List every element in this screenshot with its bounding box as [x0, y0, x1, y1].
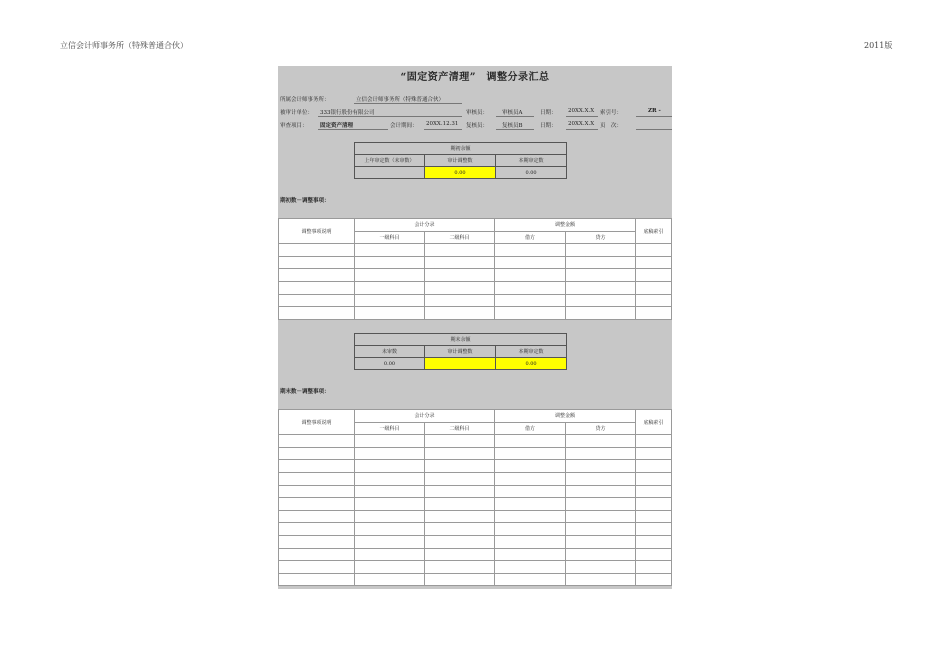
- closing-title: 期末余额: [355, 334, 567, 346]
- table-row: [279, 269, 672, 282]
- table-cell[interactable]: [279, 523, 355, 536]
- table-cell[interactable]: [279, 269, 355, 282]
- table-cell[interactable]: [566, 307, 636, 320]
- firm-label: 所属会计师事务所：: [280, 97, 330, 103]
- date1-label: 日期：: [540, 110, 557, 116]
- table-cell[interactable]: [495, 472, 566, 485]
- closing-adjust-table: [278, 409, 672, 586]
- reviewer-value: 复核员B: [502, 123, 523, 129]
- table-cell[interactable]: [636, 523, 672, 536]
- date2-value: 20XX.X.X: [568, 121, 595, 127]
- sheet-title: “固定资产清理” 调整分录汇总: [400, 72, 550, 83]
- table-cell[interactable]: [495, 269, 566, 282]
- table-cell[interactable]: [355, 447, 425, 460]
- closing-balance-table: [354, 333, 567, 370]
- col-index: 底稿索引: [636, 219, 672, 244]
- table-cell[interactable]: [425, 573, 495, 586]
- table-row: [279, 294, 672, 307]
- table-cell[interactable]: [355, 523, 425, 536]
- table-cell[interactable]: [566, 244, 636, 257]
- table-cell[interactable]: [495, 523, 566, 536]
- table-cell[interactable]: [279, 535, 355, 548]
- table-cell[interactable]: [566, 447, 636, 460]
- opening-value-adjust: 0.00: [425, 167, 496, 179]
- table-cell[interactable]: [425, 435, 495, 448]
- table-cell[interactable]: [425, 535, 495, 548]
- table-cell[interactable]: [495, 435, 566, 448]
- table-row: [279, 523, 672, 536]
- table-cell[interactable]: [636, 573, 672, 586]
- table-cell[interactable]: [636, 256, 672, 269]
- table-cell[interactable]: [355, 244, 425, 257]
- table-cell[interactable]: [279, 294, 355, 307]
- table-cell[interactable]: [566, 498, 636, 511]
- table-cell[interactable]: [279, 307, 355, 320]
- table-cell[interactable]: [495, 535, 566, 548]
- table-row: [279, 307, 672, 320]
- table-cell[interactable]: [279, 460, 355, 473]
- opening-value-prior: [355, 167, 425, 179]
- period-underline: [424, 129, 462, 130]
- table-cell[interactable]: [495, 561, 566, 574]
- table-cell[interactable]: [425, 472, 495, 485]
- index-value: ZR -: [648, 108, 661, 114]
- table-cell[interactable]: [636, 510, 672, 523]
- table-row: [279, 510, 672, 523]
- date1-value: 20XX.X.X: [568, 108, 595, 114]
- table-cell[interactable]: [636, 460, 672, 473]
- table-cell[interactable]: [636, 548, 672, 561]
- table-cell[interactable]: [279, 561, 355, 574]
- table-cell[interactable]: [425, 548, 495, 561]
- table-cell[interactable]: [279, 447, 355, 460]
- table-cell[interactable]: [355, 498, 425, 511]
- table-cell[interactable]: [425, 460, 495, 473]
- table-cell[interactable]: [279, 510, 355, 523]
- period-label: 会计期间：: [390, 123, 418, 129]
- table-cell[interactable]: [636, 294, 672, 307]
- table-cell[interactable]: [425, 561, 495, 574]
- table-cell[interactable]: [425, 256, 495, 269]
- col-desc: 调整事项说明: [279, 410, 355, 435]
- table-cell[interactable]: [425, 281, 495, 294]
- table-cell[interactable]: [495, 256, 566, 269]
- table-cell[interactable]: [566, 472, 636, 485]
- opening-header-prior: 上年审定数（未审数）: [355, 155, 425, 167]
- closing-value-unaudited: 0.00: [355, 358, 425, 370]
- table-cell[interactable]: [355, 460, 425, 473]
- table-cell[interactable]: [355, 269, 425, 282]
- table-cell[interactable]: [355, 307, 425, 320]
- opening-header-adjust: 审计调整数: [425, 155, 496, 167]
- table-cell[interactable]: [279, 573, 355, 586]
- table-cell[interactable]: [566, 294, 636, 307]
- col-group-amount: 调整金额: [495, 410, 636, 423]
- table-cell[interactable]: [495, 447, 566, 460]
- col-index: 底稿索引: [636, 410, 672, 435]
- table-cell[interactable]: [279, 281, 355, 294]
- opening-adjust-table: [278, 218, 672, 320]
- table-cell[interactable]: [355, 435, 425, 448]
- client-label: 被审计单位：: [280, 110, 314, 116]
- date1-underline: [566, 116, 598, 117]
- table-cell[interactable]: [425, 485, 495, 498]
- table-cell[interactable]: [495, 485, 566, 498]
- item-underline: [318, 129, 388, 130]
- opening-title: 期初余额: [355, 143, 567, 155]
- page-underline: [636, 129, 672, 130]
- preparer-underline: [496, 116, 534, 117]
- table-cell[interactable]: [425, 447, 495, 460]
- date2-label: 日期：: [540, 123, 557, 129]
- table-cell[interactable]: [355, 535, 425, 548]
- col-group-entry: 会计分录: [355, 410, 495, 423]
- reviewer-label: 复核员：: [466, 123, 489, 129]
- table-cell[interactable]: [425, 498, 495, 511]
- col-desc: 调整事项说明: [279, 219, 355, 244]
- table-cell[interactable]: [495, 548, 566, 561]
- client-underline: [318, 116, 462, 117]
- table-cell[interactable]: [495, 294, 566, 307]
- table-cell[interactable]: [425, 244, 495, 257]
- table-cell[interactable]: [566, 269, 636, 282]
- table-cell[interactable]: [355, 573, 425, 586]
- table-cell[interactable]: [279, 435, 355, 448]
- index-underline: [636, 116, 672, 117]
- table-row: [279, 573, 672, 586]
- version-label: 2011版: [864, 41, 893, 50]
- col-group-entry: 会计分录: [355, 219, 495, 232]
- col-level2: 二级科目: [425, 422, 495, 435]
- table-cell[interactable]: [566, 535, 636, 548]
- date2-underline: [566, 129, 598, 130]
- table-cell[interactable]: [566, 548, 636, 561]
- table-row: [279, 498, 672, 511]
- table-row: [279, 472, 672, 485]
- table-cell[interactable]: [279, 244, 355, 257]
- table-cell[interactable]: [566, 561, 636, 574]
- col-group-amount: 调整金额: [495, 219, 636, 232]
- table-cell[interactable]: [279, 548, 355, 561]
- preparer-label: 审核员：: [466, 110, 489, 116]
- table-cell[interactable]: [279, 256, 355, 269]
- firm-header: 立信会计师事务所（特殊普通合伙）: [60, 41, 188, 50]
- col-credit: 贷方: [566, 422, 636, 435]
- table-cell[interactable]: [495, 307, 566, 320]
- table-row: [279, 281, 672, 294]
- client-value: 333银行股份有限公司: [320, 110, 375, 116]
- table-cell[interactable]: [566, 460, 636, 473]
- closing-value-audited: 0.00: [496, 358, 567, 370]
- col-level1: 一级科目: [355, 231, 425, 244]
- table-row: [279, 460, 672, 473]
- table-cell[interactable]: [566, 573, 636, 586]
- table-cell[interactable]: [636, 472, 672, 485]
- table-cell[interactable]: [636, 561, 672, 574]
- col-level2: 二级科目: [425, 231, 495, 244]
- item-label: 审查项目：: [280, 123, 308, 129]
- table-cell[interactable]: [636, 435, 672, 448]
- table-cell[interactable]: [636, 269, 672, 282]
- table-row: [279, 548, 672, 561]
- table-row: [279, 435, 672, 448]
- table-cell[interactable]: [636, 281, 672, 294]
- table-cell[interactable]: [566, 256, 636, 269]
- table-cell[interactable]: [355, 510, 425, 523]
- table-cell[interactable]: [636, 535, 672, 548]
- table-cell[interactable]: [425, 269, 495, 282]
- preparer-value: 审核员A: [502, 110, 523, 116]
- closing-value-adjust: [425, 358, 496, 370]
- opening-value-audited: 0.00: [496, 167, 567, 179]
- table-row: [279, 485, 672, 498]
- col-debit: 借方: [495, 231, 566, 244]
- table-cell[interactable]: [279, 498, 355, 511]
- table-row: [279, 244, 672, 257]
- table-cell[interactable]: [355, 294, 425, 307]
- table-cell[interactable]: [495, 244, 566, 257]
- firm-underline: [354, 103, 462, 104]
- table-cell[interactable]: [636, 498, 672, 511]
- table-cell[interactable]: [355, 472, 425, 485]
- table-cell[interactable]: [495, 573, 566, 586]
- table-cell[interactable]: [636, 307, 672, 320]
- closing-header-audited: 本期审定数: [496, 346, 567, 358]
- table-cell[interactable]: [566, 510, 636, 523]
- table-cell[interactable]: [636, 447, 672, 460]
- table-cell[interactable]: [566, 485, 636, 498]
- table-cell[interactable]: [566, 523, 636, 536]
- table-row: [279, 256, 672, 269]
- opening-header-audited: 本期审定数: [496, 155, 567, 167]
- table-cell[interactable]: [425, 294, 495, 307]
- closing-header-adjust: 审计调整数: [425, 346, 496, 358]
- table-cell[interactable]: [636, 244, 672, 257]
- table-cell[interactable]: [425, 523, 495, 536]
- opening-adjust-label: 期初数－调整事项：: [280, 198, 330, 204]
- table-cell[interactable]: [355, 548, 425, 561]
- closing-header-unaudited: 未审数: [355, 346, 425, 358]
- col-debit: 借方: [495, 422, 566, 435]
- page-label: 页 次：: [600, 123, 623, 129]
- table-cell[interactable]: [566, 281, 636, 294]
- table-cell[interactable]: [355, 485, 425, 498]
- worksheet: [278, 66, 672, 589]
- table-cell[interactable]: [495, 498, 566, 511]
- table-row: [279, 561, 672, 574]
- opening-balance-table: [354, 142, 567, 179]
- table-cell[interactable]: [566, 435, 636, 448]
- table-cell[interactable]: [279, 485, 355, 498]
- table-cell[interactable]: [425, 510, 495, 523]
- table-cell[interactable]: [495, 510, 566, 523]
- table-cell[interactable]: [495, 460, 566, 473]
- table-cell[interactable]: [355, 281, 425, 294]
- table-cell[interactable]: [425, 307, 495, 320]
- table-cell[interactable]: [355, 561, 425, 574]
- firm-value: 立信会计师事务所（特殊普通合伙）: [356, 97, 445, 103]
- closing-adjust-label: 期末数－调整事项：: [280, 389, 330, 395]
- index-label: 索引号：: [600, 110, 623, 116]
- table-cell[interactable]: [355, 256, 425, 269]
- table-cell[interactable]: [279, 472, 355, 485]
- reviewer-underline: [496, 129, 534, 130]
- table-row: [279, 447, 672, 460]
- col-level1: 一级科目: [355, 422, 425, 435]
- table-row: [279, 535, 672, 548]
- table-cell[interactable]: [495, 281, 566, 294]
- col-credit: 贷方: [566, 231, 636, 244]
- table-cell[interactable]: [636, 485, 672, 498]
- period-value: 20XX.12.31: [426, 121, 459, 127]
- item-value: 固定资产清理: [320, 123, 354, 129]
